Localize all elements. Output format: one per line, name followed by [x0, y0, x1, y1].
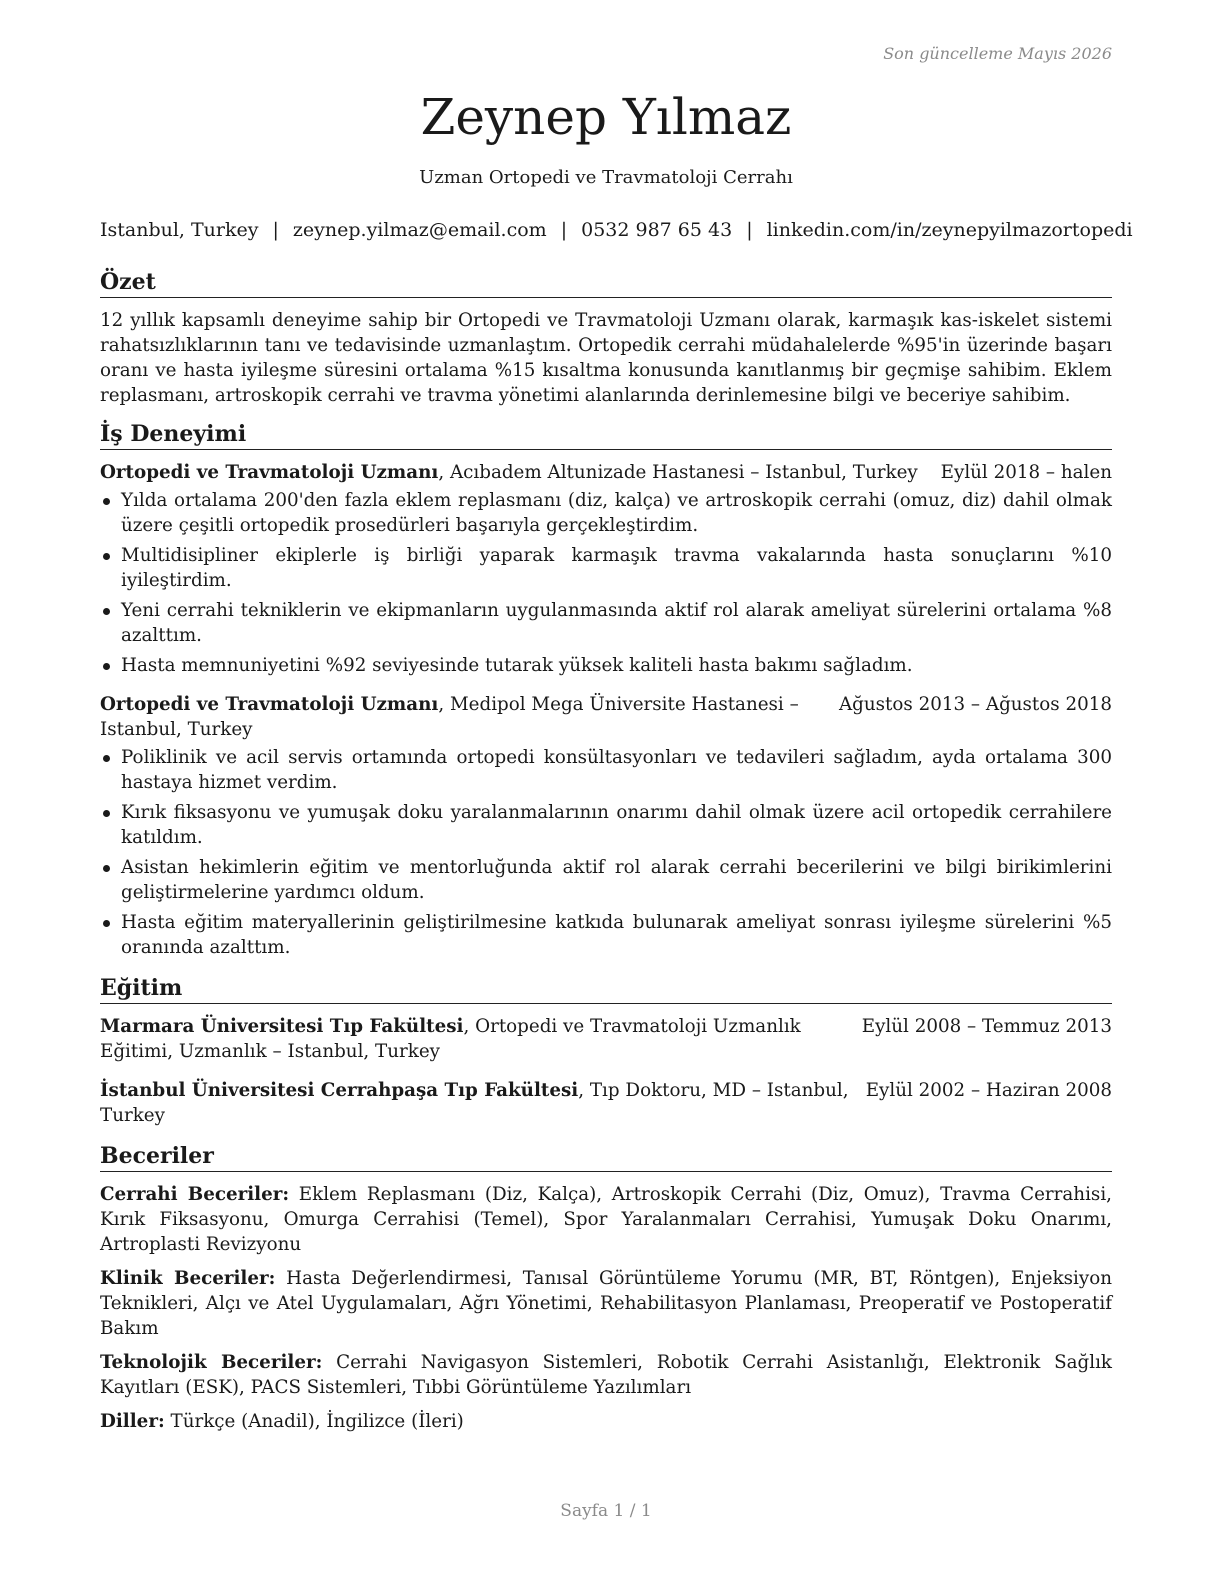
- skill-text: Türkçe (Anadil), İngilizce (İleri): [164, 1411, 464, 1432]
- contact-separator: |: [560, 219, 568, 241]
- section-heading-experience: İş Deneyimi: [100, 420, 1112, 450]
- contact-separator: |: [746, 219, 753, 241]
- section-heading-skills: Beceriler: [100, 1142, 1112, 1172]
- skills-section: [100, 1142, 1112, 1434]
- summary-section: [100, 268, 1112, 408]
- section-heading-education: Eğitim: [100, 974, 1112, 1004]
- skill-text: Cerrahi Navigasyon Sistemleri, Robotik Cerrahi Asistanlığı, Elektronik Sağlık Kayıtları (ESK), PACS Sistemleri, Tıbbi Görüntüleme Yazılımları: [100, 1352, 1112, 1398]
- job-dates: Eylül 2018 – halen: [940, 462, 1112, 483]
- contact-email[interactable]: zeynep.yilmaz@email.com: [292, 219, 547, 241]
- job-bullet-text: Asistan hekimlerin eğitim ve mentorluğunda aktif rol alarak cerrahi becerilerini ve bilgi birikimlerini geliştirmelerine yardımcı oldum.: [121, 857, 1112, 903]
- skill-group: [100, 1409, 1112, 1434]
- job-bullet: [100, 910, 1112, 960]
- job-header: [100, 460, 1112, 485]
- education-dates: Eylül 2002 – Haziran 2008: [865, 1080, 1112, 1101]
- contact-phone: 0532 987 65 43: [581, 219, 733, 241]
- section-heading-summary: Özet: [100, 268, 1112, 298]
- bullet-icon: [103, 755, 110, 762]
- bullet-icon: [103, 865, 110, 872]
- job-bullet: [100, 653, 1112, 678]
- skill-label: Klinik Beceriler:: [100, 1268, 276, 1289]
- job-bullet: [100, 543, 1112, 593]
- job-bullet-text: Hasta memnuniyetini %92 seviyesinde tutarak yüksek kaliteli hasta bakımı sağladım.: [121, 655, 913, 676]
- job-bullets: [100, 745, 1112, 960]
- page-number: Sayfa 1 / 1: [560, 1501, 652, 1521]
- education-detail: , Ortopedi ve Travmatoloji Uzmanlık Eğitimi, Uzmanlık – Istanbul, Turkey: [100, 1016, 801, 1062]
- job-bullet-text: Yeni cerrahi tekniklerin ve ekipmanların uygulanmasında aktif rol alarak ameliyat sürelerini ortalama %8 azalttım.: [121, 600, 1112, 646]
- candidate-title: Uzman Ortopedi ve Travmatoloji Cerrahı: [419, 167, 793, 188]
- job-bullet-text: Multidisipliner ekiplerle iş birliği yaparak karmaşık travma vakalarında hasta sonuçlarını %10 iyileştirdim.: [121, 545, 1112, 591]
- candidate-name: Zeynep Yılmaz: [420, 88, 792, 146]
- education-header: [100, 1078, 1112, 1128]
- resume-content: [100, 268, 1112, 1446]
- bullet-icon: [103, 810, 110, 817]
- experience-section: [100, 420, 1112, 960]
- skill-label: Cerrahi Beceriler:: [100, 1184, 290, 1205]
- job-header: [100, 692, 1112, 742]
- bullet-icon: [103, 920, 110, 927]
- job-bullet: [100, 855, 1112, 905]
- job-entry: [100, 460, 1112, 678]
- skill-text: Eklem Replasmanı (Diz, Kalça), Artroskopik Cerrahi (Diz, Omuz), Travma Cerrahisi, Kırık Fiksasyonu, Omurga Cerrahisi (Temel), Spor Yaralanmaları Cerrahisi, Yumuşak Doku Onarımı, Artroplasti Revizyonu: [100, 1184, 1112, 1255]
- job-bullet-text: Yılda ortalama 200'den fazla eklem replasmanı (diz, kalça) ve artroskopik cerrahi (omuz, diz) dahil olmak üzere çeşitli ortopedik prosedürleri başarıyla gerçekleştirdim.: [121, 490, 1112, 536]
- job-place: , Acıbadem Altunizade Hastanesi – Istanbul, Turkey: [438, 462, 918, 483]
- job-bullet: [100, 800, 1112, 850]
- education-section: [100, 974, 1112, 1128]
- bullet-icon: [103, 498, 110, 505]
- contact-location: Istanbul, Turkey: [100, 219, 259, 241]
- skill-group: [100, 1266, 1112, 1341]
- skill-text: Hasta Değerlendirmesi, Tanısal Görüntüleme Yorumu (MR, BT, Röntgen), Enjeksiyon Teknikleri, Alçı ve Atel Uygulamaları, Ağrı Yönetimi, Rehabilitasyon Planlaması, Preoperatif ve Postoperatif Bakım: [100, 1268, 1112, 1339]
- job-bullet-text: Hasta eğitim materyallerinin geliştirilmesine katkıda bulunarak ameliyat sonrası iyileşme sürelerini %5 oranında azalttım.: [121, 912, 1112, 958]
- bullet-icon: [103, 663, 110, 670]
- education-entry: [100, 1014, 1112, 1064]
- contact-linkedin[interactable]: linkedin.com/in/zeynepyilmazortopedi: [766, 219, 1133, 241]
- job-place: , Medipol Mega Üniversite Hastanesi – Istanbul, Turkey: [100, 694, 799, 740]
- summary-text: 12 yıllık kapsamlı deneyime sahip bir Ortopedi ve Travmatoloji Uzmanı olarak, karmaşık kas-iskelet sistemi rahatsızlıklarının tanı ve tedavisinde uzmanlaştım. Ortopedik cerrahi müdahalelerde %95'in üzerinde başarı oranı ve hasta iyileşme süresini ortalama %15 kısaltma konusunda kanıtlanmış bir geçmişe sahibim. Eklem replasmanı, artroskopik cerrahi ve travma yönetimi alanlarında derinlemesine bilgi ve beceriye sahibim.: [100, 310, 1112, 406]
- last-updated: Son güncelleme Mayıs 2026: [883, 44, 1112, 63]
- job-bullets: [100, 488, 1112, 678]
- job-dates: Ağustos 2013 – Ağustos 2018: [838, 694, 1112, 715]
- education-entry: [100, 1078, 1112, 1128]
- contact-line: [100, 219, 1133, 241]
- job-bullet: [100, 488, 1112, 538]
- job-entry: [100, 692, 1112, 960]
- bullet-icon: [103, 553, 110, 560]
- skill-label: Teknolojik Beceriler:: [100, 1352, 323, 1373]
- job-bullet-text: Poliklinik ve acil servis ortamında ortopedi konsültasyonları ve tedavileri sağladım, ayda ortalama 300 hastaya hizmet verdim.: [121, 747, 1112, 793]
- skill-group: [100, 1350, 1112, 1400]
- education-school: Marmara Üniversitesi Tıp Fakültesi: [100, 1016, 464, 1037]
- job-bullet: [100, 598, 1112, 648]
- education-school: İstanbul Üniversitesi Cerrahpaşa Tıp Fakültesi: [100, 1080, 579, 1101]
- education-detail: , Tıp Doktoru, MD – Istanbul, Turkey: [100, 1080, 849, 1126]
- job-bullet-text: Kırık fiksasyonu ve yumuşak doku yaralanmalarının onarımı dahil olmak üzere acil ortopedik cerrahilere katıldım.: [121, 802, 1112, 848]
- education-dates: Eylül 2008 – Temmuz 2013: [861, 1016, 1112, 1037]
- job-role: Ortopedi ve Travmatoloji Uzmanı: [100, 694, 439, 715]
- bullet-icon: [103, 608, 110, 615]
- job-role: Ortopedi ve Travmatoloji Uzmanı: [100, 462, 439, 483]
- job-bullet: [100, 745, 1112, 795]
- education-header: [100, 1014, 1112, 1064]
- skill-group: [100, 1182, 1112, 1257]
- contact-separator: |: [272, 219, 279, 241]
- skill-label: Diller:: [100, 1411, 165, 1432]
